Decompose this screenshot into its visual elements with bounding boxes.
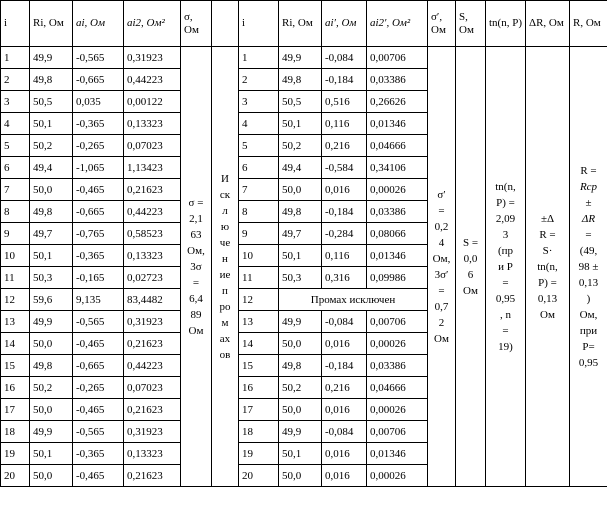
row-index: 14: [1, 333, 30, 355]
merged-line: н: [222, 252, 228, 265]
row-index: 10: [1, 245, 30, 267]
deviation: 9,135: [73, 289, 124, 311]
deviation: -0,465: [73, 465, 124, 487]
merged-line: , n: [500, 308, 511, 321]
merged-line: 98 ±: [578, 260, 599, 273]
deviation-corrected: -0,184: [322, 201, 367, 223]
resistance: 49,9: [30, 47, 73, 69]
merged-line: Ом: [463, 284, 478, 297]
row-index-corrected: 16: [239, 377, 279, 399]
resistance-corrected: 49,8: [279, 355, 322, 377]
row-index: 6: [1, 157, 30, 179]
header-dr: ΔR, Ом: [526, 1, 570, 47]
resistance: 49,7: [30, 223, 73, 245]
merged-line: P=: [582, 340, 595, 353]
deviation: -0,365: [73, 443, 124, 465]
resistance-corrected: 50,0: [279, 333, 322, 355]
deviation: -0,765: [73, 223, 124, 245]
resistance: 50,1: [30, 113, 73, 135]
deviation-corrected: 0,016: [322, 179, 367, 201]
merged-line: че: [219, 236, 231, 249]
row-index-corrected: 1: [239, 47, 279, 69]
row-index: 9: [1, 223, 30, 245]
merged-line: 19): [498, 340, 513, 353]
deviation-corrected: 0,516: [322, 91, 367, 113]
resistance: 49,8: [30, 69, 73, 91]
deviation-corrected: -0,084: [322, 421, 367, 443]
deviation: -0,365: [73, 245, 124, 267]
merged-line: 6,4: [189, 292, 203, 305]
merged-line: ±: [585, 196, 592, 209]
error-interval-cell: [526, 47, 570, 487]
deviation: -0,465: [73, 399, 124, 421]
merged-line: P) =: [496, 196, 515, 209]
deviation-corrected: 0,016: [322, 465, 367, 487]
row-index-corrected: 7: [239, 179, 279, 201]
merged-line: ск: [219, 188, 231, 201]
row-index: 20: [1, 465, 30, 487]
merged-line: 0,13: [578, 276, 599, 289]
merged-line: (пр: [497, 244, 514, 257]
deviation-squared: 0,44223: [124, 201, 181, 223]
deviation-squared-corrected: 0,08066: [367, 223, 428, 245]
row-index-corrected: 4: [239, 113, 279, 135]
merged-line: ах: [219, 332, 231, 345]
merged-line: 0,2: [434, 220, 449, 233]
deviation-squared: 0,31923: [124, 47, 181, 69]
s-summary-cell: [456, 47, 486, 487]
merged-line: 3σ: [190, 260, 202, 273]
deviation-squared: 0,13323: [124, 443, 181, 465]
deviation-corrected: 0,116: [322, 245, 367, 267]
header-r2: Ri, Ом: [279, 1, 322, 47]
resistance-corrected: 50,3: [279, 267, 322, 289]
merged-line: =: [192, 276, 200, 289]
deviation-corrected: -0,084: [322, 47, 367, 69]
row-index: 13: [1, 311, 30, 333]
resistance: 59,6: [30, 289, 73, 311]
deviation: -0,465: [73, 179, 124, 201]
merged-line: Ом: [540, 308, 555, 321]
merged-line: м: [221, 316, 229, 329]
miss-excluded-note: Промах исключен: [279, 289, 428, 311]
row-index: 5: [1, 135, 30, 157]
header-a: ai, Ом: [73, 1, 124, 47]
merged-line: 6: [467, 268, 474, 281]
resistance-corrected: 49,8: [279, 201, 322, 223]
resistance: 49,9: [30, 311, 73, 333]
merged-line: ΔR: [581, 212, 596, 225]
merged-line: =: [438, 204, 445, 217]
header-i: i: [1, 1, 30, 47]
deviation-squared-corrected: 0,01346: [367, 113, 428, 135]
deviation-squared-corrected: 0,00026: [367, 179, 428, 201]
row-index: 17: [1, 399, 30, 421]
row-index: 3: [1, 91, 30, 113]
row-index-corrected: 5: [239, 135, 279, 157]
merged-line: 0,13: [537, 292, 558, 305]
merged-line: и P: [498, 260, 513, 273]
merged-line: Ом: [434, 332, 449, 345]
deviation-squared: 0,31923: [124, 421, 181, 443]
deviation: -0,465: [73, 333, 124, 355]
deviation-squared: 0,13323: [124, 113, 181, 135]
row-index-corrected: 3: [239, 91, 279, 113]
row-index: 11: [1, 267, 30, 289]
deviation-squared: 83,4482: [124, 289, 181, 311]
resistance: 50,1: [30, 245, 73, 267]
deviation-corrected: -0,284: [322, 223, 367, 245]
header-sigma2: σ′, Ом: [428, 1, 456, 47]
merged-line: 63: [190, 228, 202, 241]
header-ap2: ai2′, Ом²: [367, 1, 428, 47]
resistance: 50,3: [30, 267, 73, 289]
deviation-squared: 0,31923: [124, 311, 181, 333]
row-index: 2: [1, 69, 30, 91]
deviation-squared: 0,58523: [124, 223, 181, 245]
merged-line: 3: [502, 228, 509, 241]
deviation: -0,665: [73, 69, 124, 91]
resistance-corrected: 49,8: [279, 69, 322, 91]
merged-line: tn(n,: [495, 180, 516, 193]
deviation: -0,565: [73, 421, 124, 443]
resistance-corrected: 49,9: [279, 421, 322, 443]
merged-line: Ом,: [579, 308, 598, 321]
resistance: 50,5: [30, 91, 73, 113]
row-index: 18: [1, 421, 30, 443]
deviation: -0,365: [73, 113, 124, 135]
deviation: -0,665: [73, 355, 124, 377]
merged-line: ю: [220, 220, 230, 233]
deviation-squared-corrected: 0,00026: [367, 465, 428, 487]
row-index-corrected: 20: [239, 465, 279, 487]
resistance: 49,4: [30, 157, 73, 179]
deviation-squared: 0,21623: [124, 465, 181, 487]
resistance-corrected: 50,1: [279, 443, 322, 465]
merged-line: 0,95: [578, 356, 599, 369]
row-index-corrected: 9: [239, 223, 279, 245]
merged-line: σ =: [188, 196, 204, 209]
deviation-squared-corrected: 0,01346: [367, 245, 428, 267]
deviation-squared: 1,13423: [124, 157, 181, 179]
deviation-corrected: 0,016: [322, 399, 367, 421]
deviation-squared: 0,44223: [124, 355, 181, 377]
header-rr: R, Ом: [570, 1, 607, 47]
row-index-corrected: 15: [239, 355, 279, 377]
deviation-squared: 0,21623: [124, 399, 181, 421]
merged-line: Ом: [188, 324, 204, 337]
merged-line: =: [502, 276, 509, 289]
resistance: 50,2: [30, 377, 73, 399]
resistance: 50,0: [30, 179, 73, 201]
row-index: 1: [1, 47, 30, 69]
resistance-corrected: 49,9: [279, 47, 322, 69]
resistance: 49,9: [30, 421, 73, 443]
resistance: 49,8: [30, 355, 73, 377]
deviation-squared: 0,07023: [124, 135, 181, 157]
resistance-corrected: 50,1: [279, 245, 322, 267]
resistance-corrected: 49,7: [279, 223, 322, 245]
deviation: -0,665: [73, 201, 124, 223]
deviation-squared: 0,02723: [124, 267, 181, 289]
merged-line: И: [221, 172, 229, 185]
merged-line: =: [438, 284, 445, 297]
row-index: 8: [1, 201, 30, 223]
deviation: -0,265: [73, 377, 124, 399]
row-index: 16: [1, 377, 30, 399]
merged-line: S = 0,0: [462, 236, 479, 265]
table-body: [1, 47, 607, 487]
header-s: S, Ом: [456, 1, 486, 47]
header-ap: ai′, Ом: [322, 1, 367, 47]
deviation-squared-corrected: 0,00706: [367, 47, 428, 69]
resistance: 50,1: [30, 443, 73, 465]
deviation-corrected: 0,216: [322, 135, 367, 157]
merged-line: ов: [219, 348, 231, 361]
deviation: -1,065: [73, 157, 124, 179]
header-gap: [212, 1, 239, 47]
table-row: [1, 47, 607, 69]
row-index-corrected: 8: [239, 201, 279, 223]
deviation-squared-corrected: 0,01346: [367, 443, 428, 465]
merged-line: tn(n,: [537, 260, 558, 273]
deviation-corrected: -0,184: [322, 355, 367, 377]
deviation-squared-corrected: 0,03386: [367, 69, 428, 91]
resistance: 50,0: [30, 399, 73, 421]
deviation-squared-corrected: 0,00706: [367, 421, 428, 443]
resistance: 50,0: [30, 333, 73, 355]
deviation-squared: 0,00122: [124, 91, 181, 113]
deviation-corrected: 0,016: [322, 333, 367, 355]
resistance-corrected: 50,2: [279, 377, 322, 399]
header-i2: i: [239, 1, 279, 47]
resistance: 49,8: [30, 201, 73, 223]
deviation-squared: 0,21623: [124, 179, 181, 201]
merged-line: 3σ′: [434, 268, 449, 281]
merged-line: P) =: [538, 276, 557, 289]
deviation-squared-corrected: 0,03386: [367, 355, 428, 377]
deviation-squared: 0,13323: [124, 245, 181, 267]
deviation-squared-corrected: 0,09986: [367, 267, 428, 289]
row-index: 15: [1, 355, 30, 377]
deviation-squared-corrected: 0,00706: [367, 311, 428, 333]
row-index: 7: [1, 179, 30, 201]
exclusion-note-cell: [212, 47, 239, 487]
merged-line: ие: [219, 268, 231, 281]
sigma-summary-cell: [181, 47, 212, 487]
deviation-squared-corrected: 0,34106: [367, 157, 428, 179]
deviation-squared: 0,21623: [124, 333, 181, 355]
deviation-corrected: 0,316: [322, 267, 367, 289]
deviation-squared-corrected: 0,00026: [367, 399, 428, 421]
merged-line: σ′: [437, 188, 446, 201]
header-r: Ri, Ом: [30, 1, 73, 47]
merged-line: п: [222, 284, 228, 297]
deviation: -0,565: [73, 311, 124, 333]
resistance-corrected: 50,2: [279, 135, 322, 157]
merged-line: ро: [219, 300, 231, 313]
resistance-corrected: 49,9: [279, 311, 322, 333]
student-coefficient-cell: [486, 47, 526, 487]
header-row: [1, 1, 607, 47]
deviation-corrected: 0,016: [322, 443, 367, 465]
row-index-corrected: 10: [239, 245, 279, 267]
header-a2: ai2, Ом²: [124, 1, 181, 47]
merged-line: при: [579, 324, 598, 337]
final-result-cell: [570, 47, 607, 487]
merged-line: =: [585, 228, 592, 241]
resistance: 50,2: [30, 135, 73, 157]
merged-line: л: [222, 204, 228, 217]
merged-line: Rср: [579, 180, 598, 193]
deviation-squared-corrected: 0,04666: [367, 135, 428, 157]
row-index: 19: [1, 443, 30, 465]
deviation-squared-corrected: 0,00026: [367, 333, 428, 355]
merged-line: ): [586, 292, 591, 305]
row-index: 4: [1, 113, 30, 135]
deviation-corrected: -0,084: [322, 311, 367, 333]
deviation-squared-corrected: 0,26626: [367, 91, 428, 113]
row-index-corrected: 12: [239, 289, 279, 311]
resistance: 50,0: [30, 465, 73, 487]
deviation-corrected: 0,216: [322, 377, 367, 399]
deviation-squared-corrected: 0,03386: [367, 201, 428, 223]
merged-line: 0,95: [495, 292, 516, 305]
row-index-corrected: 2: [239, 69, 279, 91]
merged-line: 2,09: [495, 212, 516, 225]
deviation-corrected: -0,184: [322, 69, 367, 91]
merged-line: R =: [580, 164, 597, 177]
merged-line: 89: [190, 308, 202, 321]
row-index-corrected: 14: [239, 333, 279, 355]
merged-line: 4: [438, 236, 445, 249]
deviation-squared: 0,07023: [124, 377, 181, 399]
row-index-corrected: 6: [239, 157, 279, 179]
deviation-squared-corrected: 0,04666: [367, 377, 428, 399]
resistance-corrected: 50,0: [279, 179, 322, 201]
deviation: 0,035: [73, 91, 124, 113]
merged-line: (49,: [579, 244, 598, 257]
row-index-corrected: 11: [239, 267, 279, 289]
merged-line: Ом,: [432, 252, 451, 265]
resistance-corrected: 50,1: [279, 113, 322, 135]
sigma-corrected-cell: [428, 47, 456, 487]
resistance-corrected: 50,0: [279, 399, 322, 421]
header-sigma: σ, Ом: [181, 1, 212, 47]
resistance-corrected: 49,4: [279, 157, 322, 179]
deviation: -0,565: [73, 47, 124, 69]
deviation: -0,165: [73, 267, 124, 289]
merged-line: 2: [438, 316, 445, 329]
row-index-corrected: 17: [239, 399, 279, 421]
deviation-corrected: 0,116: [322, 113, 367, 135]
merged-line: =: [502, 324, 509, 337]
merged-line: 2,1: [189, 212, 203, 225]
resistance-corrected: 50,0: [279, 465, 322, 487]
row-index-corrected: 13: [239, 311, 279, 333]
merged-line: R =: [539, 228, 556, 241]
deviation-corrected: -0,584: [322, 157, 367, 179]
row-index-corrected: 19: [239, 443, 279, 465]
deviation-squared: 0,44223: [124, 69, 181, 91]
row-index-corrected: 18: [239, 421, 279, 443]
resistance-corrected: 50,5: [279, 91, 322, 113]
header-tn: tn(n, P): [486, 1, 526, 47]
merged-line: ±Δ: [540, 212, 555, 225]
merged-line: 0,7: [434, 300, 449, 313]
merged-line: Ом,: [187, 244, 205, 257]
deviation: -0,265: [73, 135, 124, 157]
merged-line: S·: [542, 244, 553, 257]
row-index: 12: [1, 289, 30, 311]
